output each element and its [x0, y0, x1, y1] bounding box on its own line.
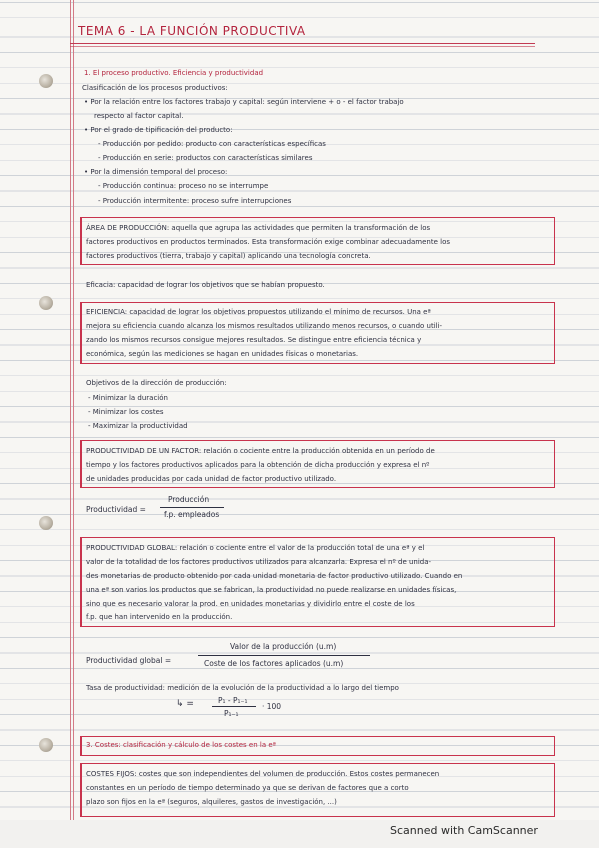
- formula-multiplier: · 100: [262, 702, 282, 711]
- text-line: respecto al factor capital.: [94, 112, 184, 120]
- list-item: - Minimizar la duración: [88, 394, 168, 402]
- list-item: - Maximizar la productividad: [88, 422, 188, 430]
- text-line: - Producción intermitente: proceso sufre interrupciones: [98, 197, 292, 205]
- definition-text: factores productivos en productos terminados. Esta transformación exige combinar adecuadamente los: [86, 238, 451, 246]
- fraction-bar: [160, 507, 224, 508]
- definition-text: una eª son varios los productos que se fabrican, la productividad no puede realizarse en unidades físicas,: [86, 586, 457, 594]
- definition-text: plazo son fijos en la eª (seguros, alquileres, gastos de investigación, ...): [86, 798, 337, 806]
- formula-numerator: Valor de la producción (u.m): [230, 642, 337, 651]
- definition-text: EFICIENCIA: capacidad de lograr los objetivos propuestos utilizando el mínimo de recursos. Una eª: [86, 308, 431, 316]
- definition-text: económica, según las mediciones se hagan en unidades físicas o monetarias.: [86, 350, 359, 358]
- page-title: TEMA 6 - LA FUNCIÓN PRODUCTIVA: [78, 24, 306, 38]
- definition-text: PRODUCTIVIDAD GLOBAL: relación o cociente entre el valor de la producción total de una eª y el: [86, 544, 425, 552]
- definition-text: de unidades producidas por cada unidad de factor productivo utilizado.: [86, 475, 337, 483]
- definition-text: mejora su eficiencia cuando alcanza los mismos resultados utilizando menos recursos, o cuando utili-: [86, 322, 443, 330]
- text-line: Objetivos de la dirección de producción:: [86, 379, 227, 387]
- arrow-symbol: ↳ =: [176, 699, 194, 709]
- binder-hole: [39, 738, 53, 752]
- text-line: - Producción en serie: productos con características similares: [98, 154, 313, 162]
- section-heading: 1. El proceso productivo. Eficiencia y productividad: [84, 69, 264, 77]
- formula-numerator: P₁ - P₁₋₁: [218, 696, 248, 705]
- definition-text: factores productivos (tierra, trabajo y capital) aplicando una tecnología concreta.: [86, 252, 371, 260]
- binder-hole: [39, 296, 53, 310]
- definition-text: f.p. que han intervenido en la producción.: [86, 613, 233, 621]
- formula-denominator: P₁₋₁: [224, 709, 239, 718]
- definition-text: tiempo y los factores productivos aplicados para la obtención de dicha producción y expresa el nº: [86, 461, 430, 469]
- fraction-bar: [198, 655, 370, 656]
- formula-denominator: Coste de los factores aplicados (u.m): [204, 659, 344, 668]
- binder-hole: [39, 74, 53, 88]
- formula-lhs: Productividad global =: [86, 656, 172, 665]
- definition-text: sino que es necesario valorar la prod. en unidades monetarias y dividirlo entre el coste de los: [86, 600, 415, 608]
- definition-text: ÁREA DE PRODUCCIÓN: aquella que agrupa las actividades que permiten la transformación de los: [86, 224, 431, 232]
- text-line: - Producción por pedido: producto con características específicas: [98, 140, 326, 148]
- text-line: - Producción continua: proceso no se interrumpe: [98, 182, 269, 190]
- text-line: Clasificación de los procesos productivos:: [82, 84, 228, 92]
- formula-numerator: Producción: [168, 495, 210, 504]
- text-line: • Por la relación entre los factores trabajo y capital: según interviene + o - el factor trabajo: [84, 98, 404, 106]
- fraction-bar: [212, 706, 256, 707]
- title-underline: [70, 43, 535, 44]
- margin-line-2: [73, 0, 74, 820]
- definition-text: COSTES FIJOS: costes que son independientes del volumen de producción. Estos costes permanecen: [86, 770, 440, 778]
- margin-line: [70, 0, 71, 820]
- text-line: • Por el grado de tipificación del producto:: [84, 126, 233, 134]
- list-item: - Minimizar los costes: [88, 408, 164, 416]
- definition-text: constantes en un período de tiempo determinado ya que se derivan de factores que a corto: [86, 784, 409, 792]
- section-heading: 3. Costes: clasificación y cálculo de los costes en la eª: [86, 741, 276, 749]
- formula-denominator: f.p. empleados: [164, 510, 220, 519]
- definition-text: zando los mismos recursos consigue mejores resultados. Se distingue entre eficiencia técnica y: [86, 336, 422, 344]
- text-line: • Por la dimensión temporal del proceso:: [84, 168, 228, 176]
- definition-text: PRODUCTIVIDAD DE UN FACTOR: relación o cociente entre la producción obtenida en un período de: [86, 447, 435, 455]
- text-line: Eficacia: capacidad de lograr los objetivos que se habían propuesto.: [86, 281, 325, 289]
- definition-text: valor de la totalidad de los factores productivos utilizados para alcanzarla. Expresa el nº de unida-: [86, 558, 432, 566]
- text-line: Tasa de productividad: medición de la evolución de la productividad a lo largo del tiempo: [86, 684, 399, 692]
- definition-text: des monetarias de producto obtenido por cada unidad monetaria de factor productivo utilizado. Cuando en: [86, 572, 463, 580]
- binder-hole: [39, 516, 53, 530]
- title-underline: [70, 46, 535, 47]
- scanner-watermark: Scanned with CamScanner: [390, 824, 538, 837]
- formula-lhs: Productividad =: [86, 505, 146, 514]
